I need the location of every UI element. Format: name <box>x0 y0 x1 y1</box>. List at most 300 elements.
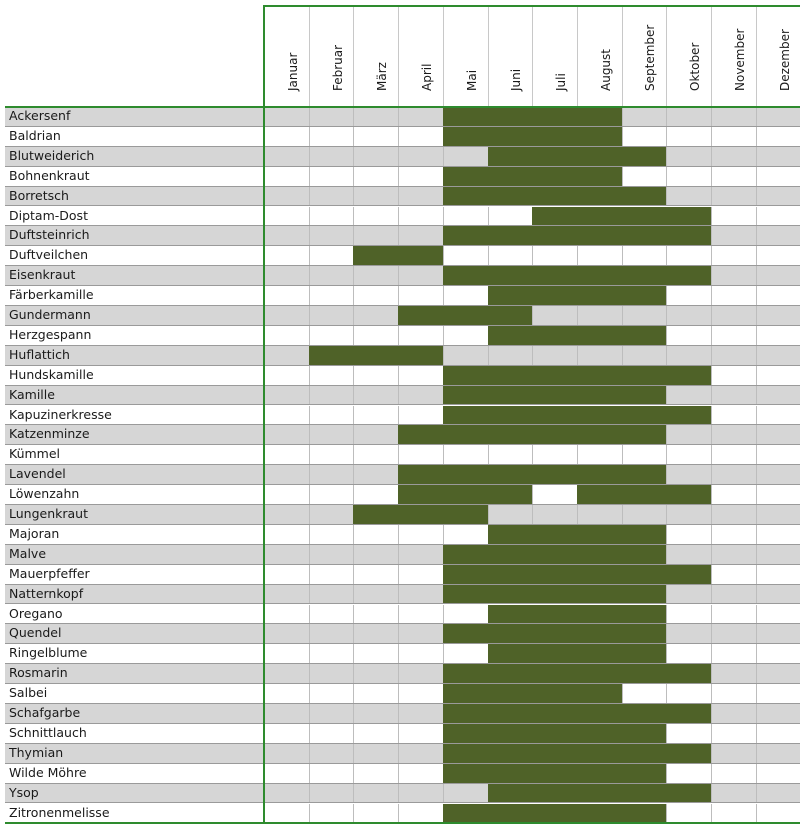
bloom-cell-active-m2[interactable] <box>309 346 354 365</box>
bloom-cell-active-m8[interactable] <box>577 266 622 285</box>
bloom-cell-m7[interactable] <box>532 485 577 504</box>
bloom-cell-m12[interactable] <box>756 784 800 803</box>
bloom-cell-active-m9[interactable] <box>622 704 667 723</box>
bloom-cell-m11[interactable] <box>711 605 756 624</box>
bloom-cell-m2[interactable] <box>309 724 354 743</box>
bloom-cell-active-m5[interactable] <box>443 804 488 823</box>
bloom-cell-active-m10[interactable] <box>666 784 711 803</box>
bloom-cell-active-m4[interactable] <box>398 485 443 504</box>
bloom-cell-active-m6[interactable] <box>488 167 533 186</box>
bloom-cell-m1[interactable] <box>264 226 309 245</box>
bloom-cell-m2[interactable] <box>309 764 354 783</box>
bloom-cell-m2[interactable] <box>309 565 354 584</box>
bloom-cell-m10[interactable] <box>666 127 711 146</box>
bloom-cell-m3[interactable] <box>353 425 398 444</box>
bloom-cell-m12[interactable] <box>756 445 800 464</box>
bloom-cell-active-m8[interactable] <box>577 644 622 663</box>
herb-row[interactable] <box>5 505 800 525</box>
bloom-cell-active-m7[interactable] <box>532 386 577 405</box>
bloom-cell-m1[interactable] <box>264 505 309 524</box>
bloom-cell-active-m9[interactable] <box>622 585 667 604</box>
bloom-cell-m1[interactable] <box>264 306 309 325</box>
bloom-cell-m12[interactable] <box>756 366 800 385</box>
bloom-cell-active-m6[interactable] <box>488 724 533 743</box>
bloom-cell-active-m8[interactable] <box>577 485 622 504</box>
bloom-cell-active-m8[interactable] <box>577 525 622 544</box>
bloom-cell-m7[interactable] <box>532 445 577 464</box>
bloom-cell-active-m5[interactable] <box>443 266 488 285</box>
bloom-cell-m10[interactable] <box>666 306 711 325</box>
bloom-cell-m1[interactable] <box>264 107 309 126</box>
bloom-cell-m10[interactable] <box>666 605 711 624</box>
bloom-cell-m3[interactable] <box>353 644 398 663</box>
bloom-cell-m3[interactable] <box>353 804 398 823</box>
bloom-cell-active-m7[interactable] <box>532 525 577 544</box>
bloom-cell-m4[interactable] <box>398 406 443 425</box>
bloom-cell-m12[interactable] <box>756 147 800 166</box>
bloom-cell-m12[interactable] <box>756 127 800 146</box>
bloom-cell-active-m10[interactable] <box>666 207 711 226</box>
bloom-cell-m2[interactable] <box>309 366 354 385</box>
herb-row[interactable] <box>5 465 800 485</box>
bloom-cell-m8[interactable] <box>577 346 622 365</box>
bloom-cell-m3[interactable] <box>353 306 398 325</box>
bloom-cell-m10[interactable] <box>666 445 711 464</box>
bloom-cell-active-m8[interactable] <box>577 804 622 823</box>
bloom-cell-active-m7[interactable] <box>532 406 577 425</box>
bloom-cell-m1[interactable] <box>264 465 309 484</box>
bloom-cell-m10[interactable] <box>666 804 711 823</box>
bloom-cell-active-m8[interactable] <box>577 624 622 643</box>
bloom-cell-m12[interactable] <box>756 565 800 584</box>
herb-row[interactable] <box>5 784 800 804</box>
herb-row[interactable] <box>5 624 800 644</box>
bloom-cell-active-m8[interactable] <box>577 127 622 146</box>
bloom-cell-m3[interactable] <box>353 167 398 186</box>
bloom-cell-m2[interactable] <box>309 485 354 504</box>
bloom-cell-m6[interactable] <box>488 346 533 365</box>
bloom-cell-m3[interactable] <box>353 744 398 763</box>
bloom-cell-m7[interactable] <box>532 306 577 325</box>
bloom-cell-active-m8[interactable] <box>577 545 622 564</box>
bloom-cell-m9[interactable] <box>622 127 667 146</box>
bloom-cell-m1[interactable] <box>264 525 309 544</box>
bloom-cell-m2[interactable] <box>309 207 354 226</box>
bloom-cell-active-m8[interactable] <box>577 465 622 484</box>
bloom-cell-m1[interactable] <box>264 565 309 584</box>
bloom-cell-active-m8[interactable] <box>577 107 622 126</box>
bloom-cell-m10[interactable] <box>666 624 711 643</box>
bloom-cell-m2[interactable] <box>309 386 354 405</box>
bloom-cell-m2[interactable] <box>309 545 354 564</box>
bloom-cell-active-m8[interactable] <box>577 784 622 803</box>
bloom-cell-active-m7[interactable] <box>532 624 577 643</box>
herb-row[interactable] <box>5 366 800 386</box>
bloom-cell-active-m9[interactable] <box>622 207 667 226</box>
bloom-cell-active-m9[interactable] <box>622 406 667 425</box>
bloom-cell-m4[interactable] <box>398 784 443 803</box>
bloom-cell-m3[interactable] <box>353 585 398 604</box>
herb-row[interactable] <box>5 127 800 147</box>
herb-row[interactable] <box>5 306 800 326</box>
bloom-cell-active-m6[interactable] <box>488 744 533 763</box>
bloom-cell-active-m6[interactable] <box>488 286 533 305</box>
bloom-cell-m3[interactable] <box>353 545 398 564</box>
bloom-cell-active-m5[interactable] <box>443 167 488 186</box>
bloom-cell-active-m6[interactable] <box>488 644 533 663</box>
bloom-cell-active-m7[interactable] <box>532 127 577 146</box>
herb-row[interactable] <box>5 406 800 426</box>
bloom-cell-m10[interactable] <box>666 286 711 305</box>
herb-row[interactable] <box>5 167 800 187</box>
bloom-cell-m4[interactable] <box>398 266 443 285</box>
bloom-cell-active-m5[interactable] <box>443 684 488 703</box>
herb-row[interactable] <box>5 207 800 227</box>
bloom-cell-m1[interactable] <box>264 704 309 723</box>
bloom-cell-m11[interactable] <box>711 226 756 245</box>
herb-row[interactable] <box>5 585 800 605</box>
bloom-cell-active-m9[interactable] <box>622 624 667 643</box>
bloom-cell-m12[interactable] <box>756 684 800 703</box>
bloom-cell-m9[interactable] <box>622 167 667 186</box>
bloom-cell-m1[interactable] <box>264 804 309 823</box>
bloom-cell-m5[interactable] <box>443 326 488 345</box>
bloom-cell-m2[interactable] <box>309 445 354 464</box>
bloom-cell-active-m7[interactable] <box>532 724 577 743</box>
bloom-cell-active-m6[interactable] <box>488 386 533 405</box>
bloom-cell-m2[interactable] <box>309 147 354 166</box>
bloom-cell-m11[interactable] <box>711 187 756 206</box>
bloom-cell-active-m9[interactable] <box>622 804 667 823</box>
bloom-cell-m1[interactable] <box>264 764 309 783</box>
bloom-cell-m11[interactable] <box>711 406 756 425</box>
bloom-cell-m11[interactable] <box>711 326 756 345</box>
bloom-cell-active-m6[interactable] <box>488 624 533 643</box>
bloom-cell-m12[interactable] <box>756 724 800 743</box>
bloom-cell-m11[interactable] <box>711 207 756 226</box>
bloom-cell-active-m4[interactable] <box>398 306 443 325</box>
bloom-cell-m3[interactable] <box>353 784 398 803</box>
bloom-cell-m1[interactable] <box>264 445 309 464</box>
bloom-cell-active-m4[interactable] <box>398 425 443 444</box>
bloom-cell-m3[interactable] <box>353 704 398 723</box>
bloom-cell-active-m7[interactable] <box>532 187 577 206</box>
bloom-cell-active-m7[interactable] <box>532 465 577 484</box>
bloom-cell-m12[interactable] <box>756 346 800 365</box>
bloom-cell-m11[interactable] <box>711 684 756 703</box>
bloom-cell-m12[interactable] <box>756 545 800 564</box>
bloom-cell-m11[interactable] <box>711 386 756 405</box>
bloom-cell-m1[interactable] <box>264 366 309 385</box>
bloom-cell-m4[interactable] <box>398 624 443 643</box>
bloom-cell-m12[interactable] <box>756 425 800 444</box>
bloom-cell-active-m8[interactable] <box>577 366 622 385</box>
bloom-cell-m4[interactable] <box>398 167 443 186</box>
bloom-cell-m11[interactable] <box>711 147 756 166</box>
herb-row[interactable] <box>5 445 800 465</box>
bloom-cell-active-m6[interactable] <box>488 226 533 245</box>
bloom-cell-active-m8[interactable] <box>577 664 622 683</box>
bloom-cell-active-m6[interactable] <box>488 804 533 823</box>
bloom-cell-m3[interactable] <box>353 266 398 285</box>
bloom-cell-m1[interactable] <box>264 684 309 703</box>
bloom-cell-m12[interactable] <box>756 485 800 504</box>
bloom-cell-active-m7[interactable] <box>532 226 577 245</box>
bloom-cell-m5[interactable] <box>443 784 488 803</box>
bloom-cell-m4[interactable] <box>398 107 443 126</box>
bloom-cell-m12[interactable] <box>756 644 800 663</box>
bloom-cell-m2[interactable] <box>309 704 354 723</box>
bloom-cell-m12[interactable] <box>756 605 800 624</box>
bloom-cell-m12[interactable] <box>756 465 800 484</box>
bloom-cell-active-m5[interactable] <box>443 366 488 385</box>
bloom-cell-active-m9[interactable] <box>622 286 667 305</box>
bloom-cell-m4[interactable] <box>398 226 443 245</box>
bloom-cell-m1[interactable] <box>264 207 309 226</box>
bloom-cell-active-m7[interactable] <box>532 764 577 783</box>
bloom-cell-active-m8[interactable] <box>577 684 622 703</box>
bloom-cell-m7[interactable] <box>532 246 577 265</box>
bloom-cell-m10[interactable] <box>666 107 711 126</box>
bloom-cell-active-m8[interactable] <box>577 585 622 604</box>
bloom-cell-active-m8[interactable] <box>577 187 622 206</box>
bloom-cell-m5[interactable] <box>443 525 488 544</box>
bloom-cell-m3[interactable] <box>353 445 398 464</box>
bloom-cell-active-m8[interactable] <box>577 605 622 624</box>
bloom-cell-m6[interactable] <box>488 445 533 464</box>
bloom-cell-m1[interactable] <box>264 406 309 425</box>
bloom-cell-active-m5[interactable] <box>443 545 488 564</box>
bloom-cell-m5[interactable] <box>443 246 488 265</box>
bloom-cell-active-m8[interactable] <box>577 207 622 226</box>
bloom-cell-m9[interactable] <box>622 505 667 524</box>
bloom-cell-active-m10[interactable] <box>666 266 711 285</box>
bloom-cell-m5[interactable] <box>443 147 488 166</box>
bloom-cell-m4[interactable] <box>398 804 443 823</box>
bloom-cell-m3[interactable] <box>353 485 398 504</box>
bloom-cell-active-m7[interactable] <box>532 147 577 166</box>
bloom-cell-m3[interactable] <box>353 664 398 683</box>
bloom-cell-active-m8[interactable] <box>577 326 622 345</box>
bloom-cell-m4[interactable] <box>398 525 443 544</box>
bloom-cell-m12[interactable] <box>756 505 800 524</box>
bloom-cell-active-m9[interactable] <box>622 744 667 763</box>
bloom-cell-m10[interactable] <box>666 167 711 186</box>
bloom-cell-m10[interactable] <box>666 187 711 206</box>
bloom-cell-active-m7[interactable] <box>532 207 577 226</box>
bloom-cell-m11[interactable] <box>711 644 756 663</box>
bloom-cell-m12[interactable] <box>756 764 800 783</box>
bloom-cell-active-m6[interactable] <box>488 585 533 604</box>
bloom-cell-m1[interactable] <box>264 644 309 663</box>
bloom-cell-m12[interactable] <box>756 246 800 265</box>
bloom-cell-active-m8[interactable] <box>577 744 622 763</box>
bloom-cell-m10[interactable] <box>666 684 711 703</box>
bloom-cell-active-m5[interactable] <box>443 386 488 405</box>
bloom-cell-active-m5[interactable] <box>443 107 488 126</box>
bloom-cell-m7[interactable] <box>532 505 577 524</box>
bloom-cell-active-m7[interactable] <box>532 664 577 683</box>
bloom-cell-m2[interactable] <box>309 505 354 524</box>
bloom-cell-m11[interactable] <box>711 585 756 604</box>
bloom-cell-m1[interactable] <box>264 624 309 643</box>
bloom-cell-m4[interactable] <box>398 744 443 763</box>
bloom-cell-active-m8[interactable] <box>577 226 622 245</box>
bloom-cell-active-m9[interactable] <box>622 266 667 285</box>
bloom-cell-m4[interactable] <box>398 286 443 305</box>
bloom-cell-m2[interactable] <box>309 127 354 146</box>
herb-row[interactable] <box>5 804 800 824</box>
bloom-cell-m11[interactable] <box>711 724 756 743</box>
herb-row[interactable] <box>5 266 800 286</box>
bloom-cell-active-m9[interactable] <box>622 784 667 803</box>
bloom-cell-m4[interactable] <box>398 366 443 385</box>
bloom-cell-m12[interactable] <box>756 585 800 604</box>
bloom-cell-m3[interactable] <box>353 366 398 385</box>
bloom-cell-m2[interactable] <box>309 167 354 186</box>
bloom-cell-active-m4[interactable] <box>398 346 443 365</box>
bloom-cell-m12[interactable] <box>756 286 800 305</box>
bloom-cell-m12[interactable] <box>756 167 800 186</box>
bloom-cell-m2[interactable] <box>309 684 354 703</box>
bloom-cell-m3[interactable] <box>353 107 398 126</box>
bloom-cell-m4[interactable] <box>398 147 443 166</box>
herb-row[interactable] <box>5 605 800 625</box>
bloom-cell-m12[interactable] <box>756 624 800 643</box>
bloom-cell-active-m6[interactable] <box>488 326 533 345</box>
bloom-cell-active-m7[interactable] <box>532 286 577 305</box>
bloom-cell-m12[interactable] <box>756 744 800 763</box>
bloom-cell-m3[interactable] <box>353 684 398 703</box>
bloom-cell-m3[interactable] <box>353 605 398 624</box>
bloom-cell-active-m6[interactable] <box>488 605 533 624</box>
bloom-cell-m1[interactable] <box>264 585 309 604</box>
bloom-cell-m2[interactable] <box>309 286 354 305</box>
bloom-cell-m10[interactable] <box>666 386 711 405</box>
bloom-cell-active-m4[interactable] <box>398 505 443 524</box>
bloom-cell-active-m10[interactable] <box>666 744 711 763</box>
bloom-cell-m3[interactable] <box>353 127 398 146</box>
bloom-cell-m11[interactable] <box>711 565 756 584</box>
bloom-cell-active-m4[interactable] <box>398 465 443 484</box>
bloom-cell-m2[interactable] <box>309 664 354 683</box>
herb-row[interactable] <box>5 525 800 545</box>
bloom-cell-active-m6[interactable] <box>488 406 533 425</box>
bloom-cell-active-m5[interactable] <box>443 624 488 643</box>
bloom-cell-m11[interactable] <box>711 445 756 464</box>
bloom-cell-m11[interactable] <box>711 664 756 683</box>
bloom-cell-m11[interactable] <box>711 127 756 146</box>
bloom-cell-active-m8[interactable] <box>577 724 622 743</box>
bloom-cell-m3[interactable] <box>353 406 398 425</box>
bloom-cell-m2[interactable] <box>309 624 354 643</box>
bloom-cell-active-m7[interactable] <box>532 704 577 723</box>
bloom-cell-active-m7[interactable] <box>532 366 577 385</box>
bloom-cell-active-m5[interactable] <box>443 724 488 743</box>
bloom-cell-m3[interactable] <box>353 565 398 584</box>
bloom-cell-active-m8[interactable] <box>577 565 622 584</box>
bloom-cell-m10[interactable] <box>666 545 711 564</box>
bloom-cell-active-m6[interactable] <box>488 545 533 564</box>
herb-row[interactable] <box>5 386 800 406</box>
bloom-cell-m12[interactable] <box>756 226 800 245</box>
bloom-cell-m3[interactable] <box>353 286 398 305</box>
bloom-cell-m10[interactable] <box>666 644 711 663</box>
bloom-cell-m4[interactable] <box>398 187 443 206</box>
bloom-cell-m12[interactable] <box>756 306 800 325</box>
bloom-cell-m1[interactable] <box>264 664 309 683</box>
bloom-cell-m1[interactable] <box>264 605 309 624</box>
bloom-cell-active-m5[interactable] <box>443 425 488 444</box>
bloom-cell-m5[interactable] <box>443 286 488 305</box>
bloom-cell-active-m9[interactable] <box>622 724 667 743</box>
bloom-cell-m1[interactable] <box>264 485 309 504</box>
bloom-cell-m9[interactable] <box>622 246 667 265</box>
bloom-cell-m1[interactable] <box>264 386 309 405</box>
herb-row[interactable] <box>5 724 800 744</box>
bloom-cell-m1[interactable] <box>264 545 309 564</box>
bloom-cell-m5[interactable] <box>443 207 488 226</box>
bloom-cell-active-m9[interactable] <box>622 545 667 564</box>
bloom-cell-m12[interactable] <box>756 804 800 823</box>
herb-row[interactable] <box>5 485 800 505</box>
bloom-cell-m2[interactable] <box>309 525 354 544</box>
herb-row[interactable] <box>5 545 800 565</box>
bloom-cell-active-m6[interactable] <box>488 704 533 723</box>
bloom-cell-m2[interactable] <box>309 644 354 663</box>
bloom-cell-m4[interactable] <box>398 565 443 584</box>
bloom-cell-m1[interactable] <box>264 187 309 206</box>
bloom-cell-active-m10[interactable] <box>666 565 711 584</box>
bloom-cell-m12[interactable] <box>756 107 800 126</box>
bloom-cell-active-m7[interactable] <box>532 565 577 584</box>
bloom-cell-active-m5[interactable] <box>443 226 488 245</box>
herb-row[interactable] <box>5 664 800 684</box>
bloom-cell-m3[interactable] <box>353 764 398 783</box>
bloom-cell-m9[interactable] <box>622 684 667 703</box>
herb-row[interactable] <box>5 187 800 207</box>
bloom-cell-active-m6[interactable] <box>488 107 533 126</box>
bloom-cell-active-m8[interactable] <box>577 147 622 166</box>
bloom-cell-m12[interactable] <box>756 704 800 723</box>
bloom-cell-m4[interactable] <box>398 704 443 723</box>
bloom-cell-active-m6[interactable] <box>488 147 533 166</box>
bloom-cell-active-m7[interactable] <box>532 585 577 604</box>
bloom-cell-m11[interactable] <box>711 545 756 564</box>
bloom-cell-active-m6[interactable] <box>488 266 533 285</box>
bloom-cell-m4[interactable] <box>398 326 443 345</box>
bloom-cell-m2[interactable] <box>309 187 354 206</box>
bloom-cell-m2[interactable] <box>309 246 354 265</box>
bloom-cell-m11[interactable] <box>711 704 756 723</box>
bloom-cell-m11[interactable] <box>711 465 756 484</box>
herb-row[interactable] <box>5 565 800 585</box>
herb-row[interactable] <box>5 147 800 167</box>
bloom-cell-m11[interactable] <box>711 266 756 285</box>
bloom-cell-active-m7[interactable] <box>532 326 577 345</box>
bloom-cell-active-m9[interactable] <box>622 226 667 245</box>
bloom-cell-m4[interactable] <box>398 664 443 683</box>
bloom-cell-m4[interactable] <box>398 585 443 604</box>
bloom-cell-m3[interactable] <box>353 525 398 544</box>
bloom-cell-active-m5[interactable] <box>443 127 488 146</box>
bloom-cell-m1[interactable] <box>264 346 309 365</box>
bloom-cell-m1[interactable] <box>264 326 309 345</box>
bloom-cell-m4[interactable] <box>398 545 443 564</box>
bloom-cell-m3[interactable] <box>353 326 398 345</box>
bloom-cell-m11[interactable] <box>711 784 756 803</box>
bloom-cell-m11[interactable] <box>711 804 756 823</box>
